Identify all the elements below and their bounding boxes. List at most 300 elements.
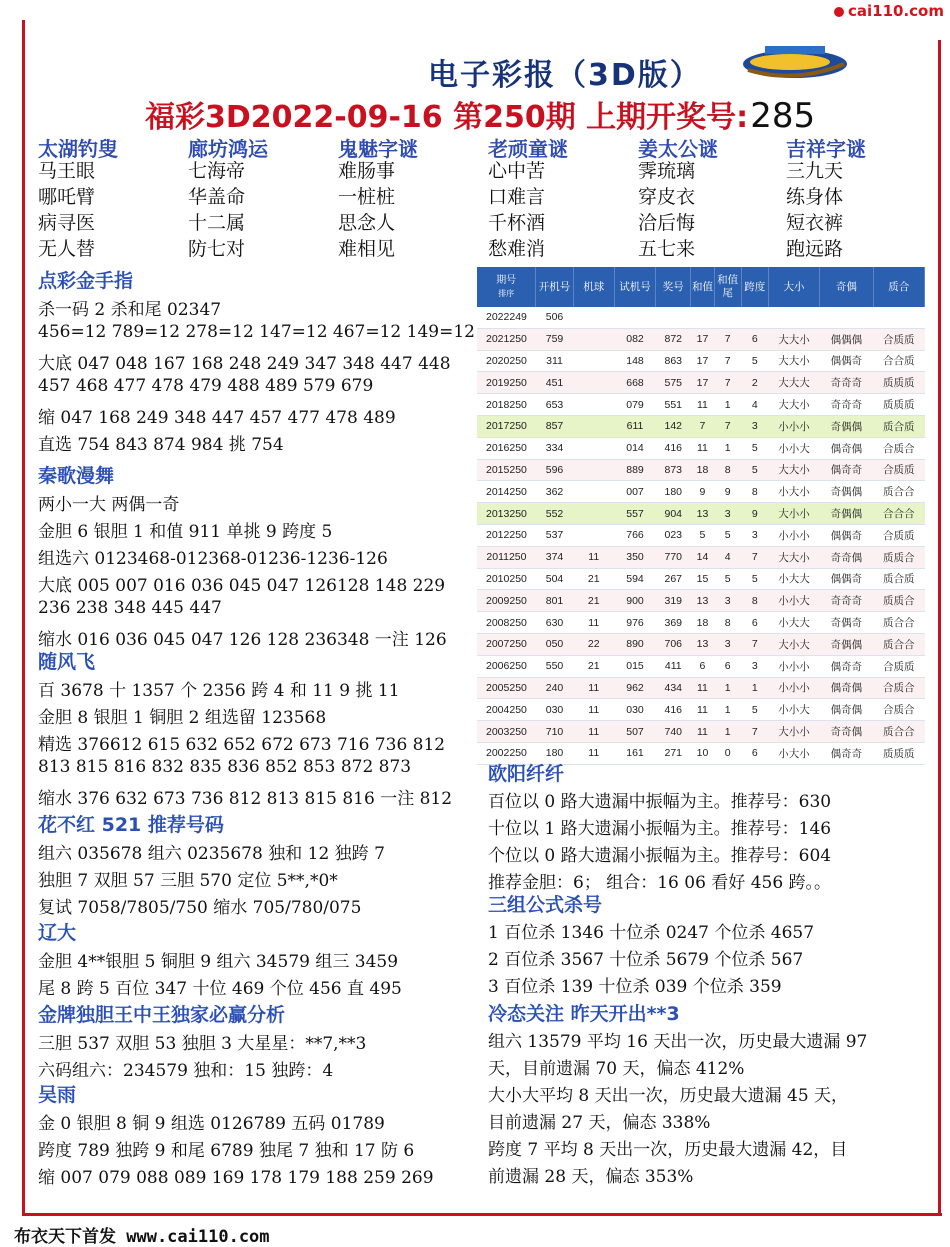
table-cell: 偶偶偶	[820, 328, 873, 350]
table-cell: 550	[536, 655, 573, 677]
table-cell: 1	[714, 721, 741, 743]
table-cell: 740	[656, 721, 691, 743]
table-cell: 350	[614, 546, 655, 568]
table-cell: 5	[741, 568, 768, 590]
table-cell: 369	[656, 612, 691, 634]
table-header-cell: 开机号	[536, 267, 573, 307]
table-cell: 小小小	[768, 415, 819, 437]
table-cell: 411	[656, 655, 691, 677]
table-cell: 小小大	[768, 437, 819, 459]
table-cell: 1	[741, 677, 768, 699]
section-line: 三胆 537 双胆 53 独胆 3 大星星：**7,**3	[38, 1034, 367, 1054]
table-cell	[573, 437, 614, 459]
riddle-item: 防七对	[188, 238, 246, 260]
table-cell: 合质合	[873, 677, 924, 699]
table-cell: 161	[614, 742, 655, 764]
table-cell: 2013250	[477, 503, 536, 525]
table-cell: 2017250	[477, 415, 536, 437]
table-cell: 7	[741, 721, 768, 743]
table-cell: 质合质	[873, 568, 924, 590]
table-cell: 014	[614, 437, 655, 459]
table-cell: 21	[573, 655, 614, 677]
table-cell: 1	[714, 677, 741, 699]
table-cell: 偶奇偶	[820, 437, 873, 459]
table-cell: 653	[536, 394, 573, 416]
section-line: 236 238 348 445 447	[38, 598, 222, 618]
table-cell: 合质质	[873, 524, 924, 546]
table-cell: 2018250	[477, 394, 536, 416]
table-cell: 434	[656, 677, 691, 699]
site-tag[interactable]	[834, 2, 944, 20]
table-header-cell: 跨度	[741, 267, 768, 307]
table-cell: 759	[536, 328, 573, 350]
table-row	[477, 437, 925, 459]
section-line: 3 百位杀 139 十位杀 039 个位杀 359	[488, 977, 782, 997]
table-cell: 13	[691, 503, 714, 525]
table-row	[477, 524, 925, 546]
table-cell	[691, 307, 714, 328]
riddle-item: 一桩桩	[338, 186, 396, 208]
table-cell: 质合质	[873, 415, 924, 437]
table-cell: 007	[614, 481, 655, 503]
table-row	[477, 481, 925, 503]
section-line: 457 468 477 478 479 488 489 579 679	[38, 376, 374, 396]
table-cell	[573, 350, 614, 372]
table-cell: 766	[614, 524, 655, 546]
table-cell: 17	[691, 350, 714, 372]
table-cell: 2020250	[477, 350, 536, 372]
table-cell: 630	[536, 612, 573, 634]
table-cell: 10	[691, 742, 714, 764]
table-cell: 6	[741, 612, 768, 634]
table-cell: 2008250	[477, 612, 536, 634]
table-cell: 9	[691, 481, 714, 503]
table-cell: 552	[536, 503, 573, 525]
table-cell: 8	[741, 590, 768, 612]
table-cell: 962	[614, 677, 655, 699]
table-row	[477, 612, 925, 634]
table-cell: 小大小	[768, 481, 819, 503]
table-cell: 9	[741, 503, 768, 525]
table-cell: 大大小	[768, 459, 819, 481]
section-line: 大小大平均 8 天出一次，历史最大遗漏 45 天，	[488, 1086, 849, 1106]
table-cell	[573, 481, 614, 503]
table-cell: 873	[656, 459, 691, 481]
section-line: 跨度 7 平均 8 天出一次，历史最大遗漏 42，目	[488, 1140, 848, 1160]
table-cell: 180	[536, 742, 573, 764]
table-cell	[873, 307, 924, 328]
section-line: 1 百位杀 1346 十位杀 0247 个位杀 4657	[488, 923, 815, 943]
table-cell: 11	[691, 721, 714, 743]
table-cell: 6	[691, 655, 714, 677]
table-cell: 17	[691, 372, 714, 394]
section-line: 杀一码 2 杀和尾 02347	[38, 300, 222, 320]
table-cell: 7	[714, 328, 741, 350]
section-line: 缩 047 168 249 348 447 457 477 478 489	[38, 408, 396, 428]
table-header-cell: 和值尾	[714, 267, 741, 307]
riddle-item: 跑远路	[786, 238, 844, 260]
riddle-column-title: 太湖钓叟	[38, 137, 118, 161]
section-line: 复试 7058/7805/750 缩水 705/780/075	[38, 898, 362, 918]
table-cell: 506	[536, 307, 573, 328]
table-header-cell: 质合	[873, 267, 924, 307]
table-cell: 8	[714, 459, 741, 481]
riddle-column-title: 吉祥字谜	[786, 137, 866, 161]
table-cell	[741, 307, 768, 328]
table-row	[477, 415, 925, 437]
table-row	[477, 546, 925, 568]
table-cell: 奇偶奇	[820, 612, 873, 634]
table-cell: 5	[691, 524, 714, 546]
table-row	[477, 590, 925, 612]
table-header-cell: 试机号	[614, 267, 655, 307]
section-line: 大底 047 048 167 168 248 249 347 348 447 448	[38, 354, 451, 374]
table-cell: 2003250	[477, 721, 536, 743]
table-cell: 2007250	[477, 633, 536, 655]
table-row	[477, 633, 925, 655]
table-header-row	[477, 267, 925, 307]
table-cell: 015	[614, 655, 655, 677]
brand-logo-icon	[740, 40, 850, 82]
table-cell: 小小大	[768, 590, 819, 612]
table-cell: 大大大	[768, 372, 819, 394]
riddle-item: 七海帝	[188, 160, 246, 182]
table-cell: 2012250	[477, 524, 536, 546]
table-cell: 857	[536, 415, 573, 437]
table-cell: 267	[656, 568, 691, 590]
table-cell: 180	[656, 481, 691, 503]
table-header-cell: 和值	[691, 267, 714, 307]
table-cell: 6	[714, 655, 741, 677]
section-line: 组六 035678 组六 0235678 独和 12 独跨 7	[38, 844, 385, 864]
table-cell: 15	[691, 568, 714, 590]
table-cell: 1	[714, 394, 741, 416]
section-title: 秦歌漫舞	[38, 465, 115, 487]
table-cell: 801	[536, 590, 573, 612]
table-cell: 050	[536, 633, 573, 655]
riddle-item: 病寻医	[38, 212, 96, 234]
table-header-cell: 奖号	[656, 267, 691, 307]
table-cell: 3	[714, 590, 741, 612]
table-cell: 334	[536, 437, 573, 459]
section-title: 金牌独胆王中王独家必赢分析	[38, 1004, 286, 1026]
table-cell: 271	[656, 742, 691, 764]
table-cell: 7	[691, 415, 714, 437]
table-cell: 611	[614, 415, 655, 437]
riddle-item: 无人替	[38, 238, 96, 260]
section-line: 前遗漏 28 天，偏态 353%	[488, 1167, 694, 1187]
section-line: 2 百位杀 3567 十位杀 5679 个位杀 567	[488, 950, 804, 970]
section-line: 缩水 376 632 673 736 812 813 815 816 一注 812	[38, 789, 453, 809]
table-cell: 质质质	[873, 394, 924, 416]
table-cell: 11	[573, 742, 614, 764]
riddle-item: 五七来	[638, 238, 696, 260]
table-cell: 2011250	[477, 546, 536, 568]
table-header-cell[interactable]	[477, 267, 536, 307]
table-cell: 奇偶偶	[820, 503, 873, 525]
table-row	[477, 350, 925, 372]
table-cell: 507	[614, 721, 655, 743]
table-cell: 8	[741, 481, 768, 503]
table-cell: 030	[536, 699, 573, 721]
header-period-label: 期号	[496, 275, 517, 286]
table-cell: 大大小	[768, 328, 819, 350]
table-row	[477, 459, 925, 481]
table-cell: 7	[714, 372, 741, 394]
section-line: 百 3678 十 1357 个 2356 跨 4 和 11 9 挑 11	[38, 681, 400, 701]
table-cell: 大大小	[768, 546, 819, 568]
riddle-column-title: 廊坊鸿运	[188, 137, 268, 161]
section-title: 辽大	[38, 922, 77, 944]
table-cell: 奇奇偶	[820, 546, 873, 568]
section-line: 组六 13579 平均 16 天出一次，历史最大遗漏 97	[488, 1032, 868, 1052]
table-cell: 质合合	[873, 612, 924, 634]
table-header-cell: 奇偶	[820, 267, 873, 307]
table-cell: 合质合	[873, 699, 924, 721]
table-cell: 合质合	[873, 437, 924, 459]
table-cell: 319	[656, 590, 691, 612]
table-cell: 小大小	[768, 742, 819, 764]
section-line: 个位以 0 路大遗漏小振幅为主。推荐号：604	[488, 846, 832, 866]
section-line: 金胆 8 银胆 1 铜胆 2 组选留 123568	[38, 708, 327, 728]
table-cell: 11	[691, 677, 714, 699]
table-cell: 偶奇奇	[820, 459, 873, 481]
table-cell: 21	[573, 568, 614, 590]
riddle-item: 难相见	[338, 238, 396, 260]
section-line: 缩 007 079 088 089 169 178 179 188 259 269	[38, 1168, 434, 1188]
table-cell: 14	[691, 546, 714, 568]
table-cell: 11	[691, 699, 714, 721]
section-title: 三组公式杀号	[488, 894, 603, 916]
frame-right-border	[938, 40, 941, 1216]
table-cell: 合合质	[873, 350, 924, 372]
table-cell: 904	[656, 503, 691, 525]
last-draw-number: 285	[750, 96, 816, 136]
table-cell: 5	[714, 568, 741, 590]
table-cell: 5	[741, 699, 768, 721]
table-cell: 537	[536, 524, 573, 546]
table-cell: 863	[656, 350, 691, 372]
issue-headline	[145, 92, 815, 136]
table-cell: 22	[573, 633, 614, 655]
section-line: 金胆 6 银胆 1 和值 911 单挑 9 跨度 5	[38, 522, 333, 542]
table-cell: 2009250	[477, 590, 536, 612]
table-cell: 148	[614, 350, 655, 372]
section-line: 尾 8 跨 5 百位 347 十位 469 个位 456 直 495	[38, 979, 402, 999]
table-cell: 偶奇奇	[820, 742, 873, 764]
section-line: 独胆 7 双胆 57 三胆 570 定位 5**,*0*	[38, 871, 338, 891]
sort-label: 排序	[498, 289, 515, 298]
table-row	[477, 699, 925, 721]
section-line: 推荐金胆：6； 组合：16 06 看好 456 跨。。	[488, 873, 832, 893]
table-cell: 偶偶奇	[820, 350, 873, 372]
table-cell: 504	[536, 568, 573, 590]
table-cell: 2022249	[477, 307, 536, 328]
frame-bottom-border	[22, 1213, 942, 1216]
table-cell: 6	[741, 742, 768, 764]
table-cell: 21	[573, 590, 614, 612]
frame-left-border	[22, 20, 25, 1215]
section-line: 十位以 1 路大遗漏小振幅为主。推荐号：146	[488, 819, 832, 839]
table-cell: 奇偶偶	[820, 415, 873, 437]
table-cell: 770	[656, 546, 691, 568]
table-cell: 11	[573, 699, 614, 721]
table-cell: 557	[614, 503, 655, 525]
table-cell: 偶奇偶	[820, 677, 873, 699]
site-tag-text: cai110.com	[848, 2, 944, 20]
table-cell: 合质质	[873, 328, 924, 350]
section-title: 点彩金手指	[38, 270, 134, 292]
table-cell: 11	[691, 394, 714, 416]
table-cell: 偶偶奇	[820, 568, 873, 590]
section-line: 金 0 银胆 8 铜 9 组选 0126789 五码 01789	[38, 1114, 385, 1134]
table-cell: 0	[714, 742, 741, 764]
table-cell	[573, 372, 614, 394]
table-cell: 1	[714, 699, 741, 721]
riddle-item: 穿皮衣	[638, 186, 696, 208]
table-cell: 311	[536, 350, 573, 372]
section-title: 欧阳纤纤	[488, 763, 565, 785]
section-title: 冷态关注 昨天开出**3	[488, 1003, 680, 1025]
section-title: 吴雨	[38, 1084, 77, 1106]
table-cell: 合质质	[873, 655, 924, 677]
table-cell: 小小小	[768, 524, 819, 546]
riddle-column-title: 姜太公谜	[638, 137, 718, 161]
table-cell: 6	[741, 328, 768, 350]
table-cell: 2004250	[477, 699, 536, 721]
table-cell: 18	[691, 459, 714, 481]
table-cell: 质合合	[873, 633, 924, 655]
table-cell: 质合合	[873, 481, 924, 503]
table-cell: 合合合	[873, 503, 924, 525]
table-row	[477, 655, 925, 677]
table-cell: 596	[536, 459, 573, 481]
table-cell: 2005250	[477, 677, 536, 699]
table-cell: 3	[741, 655, 768, 677]
section-line: 六码组六：234579 独和：15 独跨：4	[38, 1061, 334, 1081]
riddle-item: 华盖命	[188, 186, 246, 208]
table-cell: 11	[573, 721, 614, 743]
table-cell: 710	[536, 721, 573, 743]
table-cell: 奇奇奇	[820, 372, 873, 394]
table-cell: 706	[656, 633, 691, 655]
riddle-item: 心中苦	[488, 160, 546, 182]
section-line: 813 815 816 832 835 836 852 853 872 873	[38, 757, 412, 777]
table-cell: 11	[573, 612, 614, 634]
site-dot-icon	[834, 7, 844, 17]
table-row	[477, 372, 925, 394]
table-cell: 872	[656, 328, 691, 350]
table-cell: 质质质	[873, 742, 924, 764]
table-cell: 2014250	[477, 481, 536, 503]
riddle-item: 三九天	[786, 160, 844, 182]
table-cell: 416	[656, 437, 691, 459]
table-cell: 大大小	[768, 350, 819, 372]
table-cell: 2019250	[477, 372, 536, 394]
table-cell: 质质合	[873, 546, 924, 568]
table-header-cell: 大小	[768, 267, 819, 307]
table-cell: 240	[536, 677, 573, 699]
table-cell: 11	[691, 437, 714, 459]
riddle-item: 洽后悔	[638, 212, 696, 234]
table-cell	[614, 307, 655, 328]
riddle-column-title: 老顽童谜	[488, 137, 568, 161]
section-line: 两小一大 两偶一奇	[38, 495, 180, 515]
table-cell: 7	[714, 350, 741, 372]
table-cell: 2	[741, 372, 768, 394]
section-line: 目前遗漏 27 天，偏态 338%	[488, 1113, 711, 1133]
riddle-item: 短衣裤	[786, 212, 844, 234]
table-cell: 奇奇偶	[820, 721, 873, 743]
table-cell: 9	[714, 481, 741, 503]
table-cell: 4	[714, 546, 741, 568]
table-cell: 小大大	[768, 568, 819, 590]
riddle-item: 思念人	[338, 212, 396, 234]
table-cell: 551	[656, 394, 691, 416]
table-cell	[573, 328, 614, 350]
table-cell: 11	[573, 546, 614, 568]
table-cell	[573, 524, 614, 546]
riddle-item: 哪吒臂	[38, 186, 96, 208]
table-cell: 900	[614, 590, 655, 612]
riddle-item: 十二属	[188, 212, 246, 234]
table-cell: 大大小	[768, 394, 819, 416]
table-cell: 奇偶偶	[820, 633, 873, 655]
table-cell: 5	[741, 350, 768, 372]
section-line: 大底 005 007 016 036 045 047 126128 148 229	[38, 576, 446, 596]
section-title: 花不红 521 推荐号码	[38, 814, 224, 836]
table-cell: 362	[536, 481, 573, 503]
section-line: 直选 754 843 874 984 挑 754	[38, 435, 284, 455]
section-line: 跨度 789 独跨 9 和尾 6789 独尾 7 独和 17 防 6	[38, 1141, 415, 1161]
table-cell: 3	[714, 633, 741, 655]
riddle-item: 难肠事	[338, 160, 396, 182]
table-cell: 416	[656, 699, 691, 721]
table-cell: 2010250	[477, 568, 536, 590]
table-cell: 奇奇奇	[820, 394, 873, 416]
table-cell: 4	[741, 394, 768, 416]
table-cell: 2006250	[477, 655, 536, 677]
riddle-item: 口难言	[488, 186, 546, 208]
table-cell: 合质质	[873, 459, 924, 481]
brand-title: 电子彩报（3D版）	[428, 58, 702, 93]
table-row	[477, 568, 925, 590]
table-row	[477, 721, 925, 743]
table-cell: 3	[714, 503, 741, 525]
table-cell: 13	[691, 633, 714, 655]
history-table	[477, 267, 925, 765]
table-cell: 偶偶奇	[820, 524, 873, 546]
table-cell	[656, 307, 691, 328]
table-cell: 1	[714, 437, 741, 459]
table-cell: 小小大	[768, 699, 819, 721]
table-cell: 023	[656, 524, 691, 546]
table-cell	[573, 415, 614, 437]
riddle-item: 马王眼	[38, 160, 96, 182]
table-cell: 5	[741, 459, 768, 481]
section-line: 组选六 0123468-012368-01236-1236-126	[38, 549, 388, 569]
table-cell: 079	[614, 394, 655, 416]
table-cell: 2016250	[477, 437, 536, 459]
riddle-item: 霁琉璃	[638, 160, 696, 182]
table-cell: 5	[741, 437, 768, 459]
table-cell: 2021250	[477, 328, 536, 350]
table-cell: 偶奇奇	[820, 655, 873, 677]
table-cell: 小小小	[768, 677, 819, 699]
riddle-item: 练身体	[786, 186, 844, 208]
table-cell: 小大大	[768, 612, 819, 634]
table-cell: 质合合	[873, 721, 924, 743]
